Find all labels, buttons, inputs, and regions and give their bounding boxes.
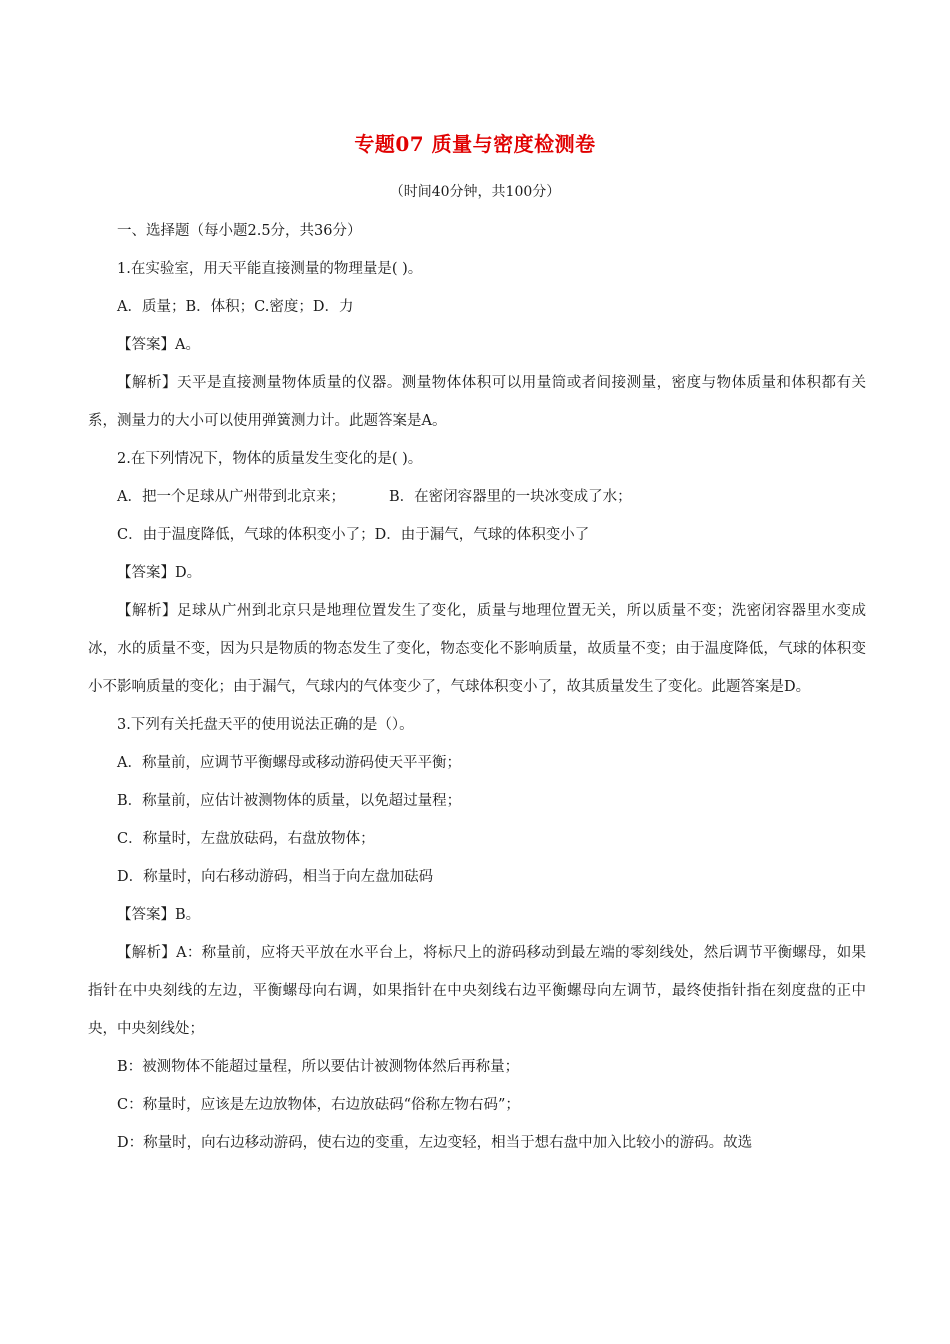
question-3-option-c: C．称量时，左盘放砝码，右盘放物体； — [117, 831, 375, 847]
time-score-note: （时间40分钟，共100分） — [389, 184, 561, 200]
question-2-option-b: B．在密闭容器里的一块冰变成了水； — [388, 489, 632, 505]
question-2-analysis: 【解析】足球从广州到北京只是地理位置发生了变化，质量与地理位置无关，所以质量不变；洗密闭容器里水变成冰，水的质量不变，因为只是物质的物态发生了变化，物态变化不影响质量，故质量不变；由于温度降低，气球的体积变小不影响质量的变化；由于漏气，气球内的气体变少了，气球体积变小了，故其质量发生了变化。此题答案是D。 — [88, 603, 866, 695]
question-3-analysis-a: 【解析】A：称量前，应将天平放在水平台上，将标尺上的游码移动到最左端的零刻线处，然后调节平衡螺母，如果指针在中央刻线的左边，平衡螺母向右调，如果指针在中央刻线右边平衡螺母向左调节，最终使指针指在刻度盘的正中央，中央刻线处； — [88, 945, 866, 1037]
question-2-options-cd: C．由于温度降低，气球的体积变小了；D．由于漏气，气球的体积变小了 — [117, 527, 590, 543]
question-3-option-d: D．称量时，向右移动游码，相当于向左盘加砝码 — [117, 869, 434, 885]
question-3-option-b: B．称量前，应估计被测物体的质量，以免超过量程； — [117, 793, 462, 809]
question-3-analysis-b: B：被测物体不能超过量程，所以要估计被测物体然后再称量； — [117, 1059, 520, 1075]
question-1-answer: 【答案】A。 — [117, 337, 200, 353]
page-title: 专题07 质量与密度检测卷 — [354, 132, 596, 156]
question-1-analysis: 【解析】天平是直接测量物体质量的仪器。测量物体体积可以用量筒或者间接测量，密度与物体质量和体积都有关系，测量力的大小可以使用弹簧测力计。此题答案是A。 — [88, 375, 866, 429]
section-heading: 一、选择题（每小题2.5分，共36分） — [117, 223, 362, 239]
question-3-analysis-d: D：称量时，向右边移动游码，使右边的变重，左边变轻，相当于想右盘中加入比较小的游码。故选 — [117, 1135, 753, 1151]
question-1-stem: 1.在实验室，用天平能直接测量的物理量是( )。 — [117, 261, 423, 277]
question-2-stem: 2.在下列情况下，物体的质量发生变化的是( )。 — [117, 451, 423, 467]
question-3-analysis-c: C：称量时，应该是左边放物体，右边放砝码“俗称左物右码”； — [117, 1097, 520, 1113]
question-2-option-a: A．把一个足球从广州带到北京来； — [117, 489, 345, 505]
question-2-answer: 【答案】D。 — [117, 565, 202, 581]
question-3-stem: 3.下列有关托盘天平的使用说法正确的是（）。 — [117, 717, 414, 733]
question-3-option-a: A．称量前，应调节平衡螺母或移动游码使天平平衡； — [117, 755, 461, 771]
document-body — [88, 212, 866, 1162]
question-2-options-ab — [88, 478, 866, 516]
question-3-answer: 【答案】B。 — [117, 907, 201, 923]
question-1-options: A．质量；B．体积；C.密度；D．力 — [117, 299, 354, 315]
